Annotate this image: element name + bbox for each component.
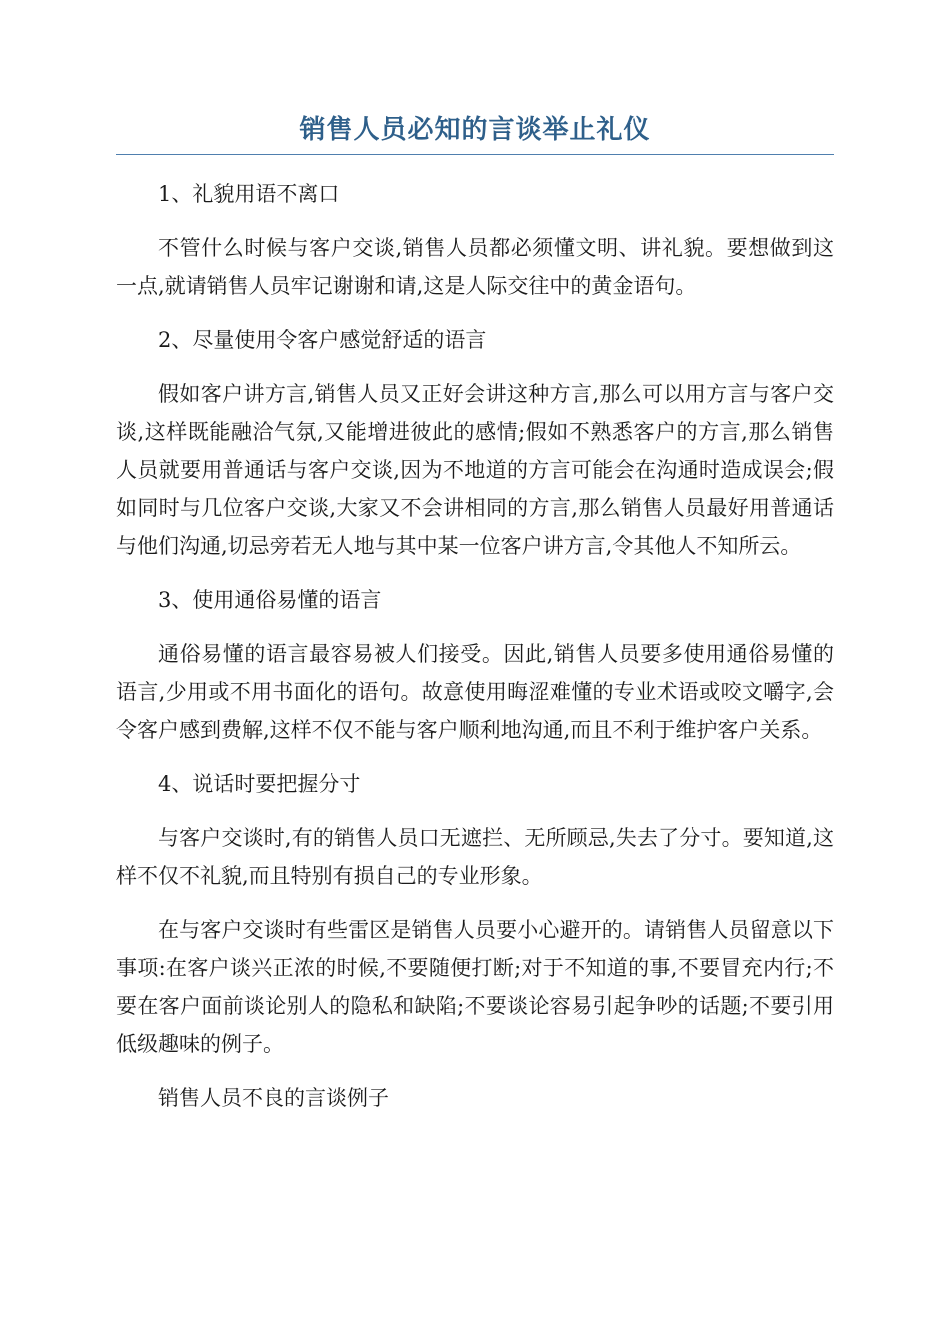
paragraph-2: 假如客户讲方言,销售人员又正好会讲这种方言,那么可以用方言与客户交谈,这样既能融洽气氛,又能增进彼此的感情;假如不熟悉客户的方言,那么销售人员就要用普通话与客户交谈,因为不地道的方言可能会在沟通时造成误会;假如同时与几位客户交谈,大家又不会讲相同的方言,那么销售人员最好用普通话与他们沟通,切忌旁若无人地与其中某一位客户讲方言,令其他人不知所云。 (116, 382, 834, 558)
title-underline (116, 154, 834, 155)
document-title: 销售人员必知的言谈举止礼仪 (299, 115, 651, 145)
paragraph-5: 在与客户交谈时有些雷区是销售人员要小心避开的。请销售人员留意以下事项:在客户谈兴正浓的时候,不要随便打断;对于不知道的事,不要冒充内行;不要在客户面前谈论别人的隐私和缺陷;不要谈论容易引起争吵的话题;不要引用低级趣味的例子。 (116, 918, 834, 1056)
paragraph-3: 通俗易懂的语言最容易被人们接受。因此,销售人员要多使用通俗易懂的语言,少用或不用书面化的语句。故意使用晦涩难懂的专业术语或咬文嚼字,会令客户感到费解,这样不仅不能与客户顺利地沟通,而且不利于维护客户关系。 (116, 642, 834, 742)
section-heading-2: 2、尽量使用令客户感觉舒适的语言 (158, 328, 487, 352)
section-heading-4: 4、说话时要把握分寸 (158, 772, 361, 796)
paragraph-4: 与客户交谈时,有的销售人员口无遮拦、无所顾忌,失去了分寸。要知道,这样不仅不礼貌,而且特别有损自己的专业形象。 (116, 826, 834, 888)
section-heading-1: 1、礼貌用语不离口 (158, 182, 340, 206)
section-heading-5: 销售人员不良的言谈例子 (158, 1086, 389, 1110)
paragraph-1: 不管什么时候与客户交谈,销售人员都必须懂文明、讲礼貌。要想做到这一点,就请销售人员牢记谢谢和请,这是人际交往中的黄金语句。 (116, 236, 834, 298)
document-page (116, 110, 834, 1133)
section-heading-3: 3、使用通俗易懂的语言 (158, 588, 382, 612)
